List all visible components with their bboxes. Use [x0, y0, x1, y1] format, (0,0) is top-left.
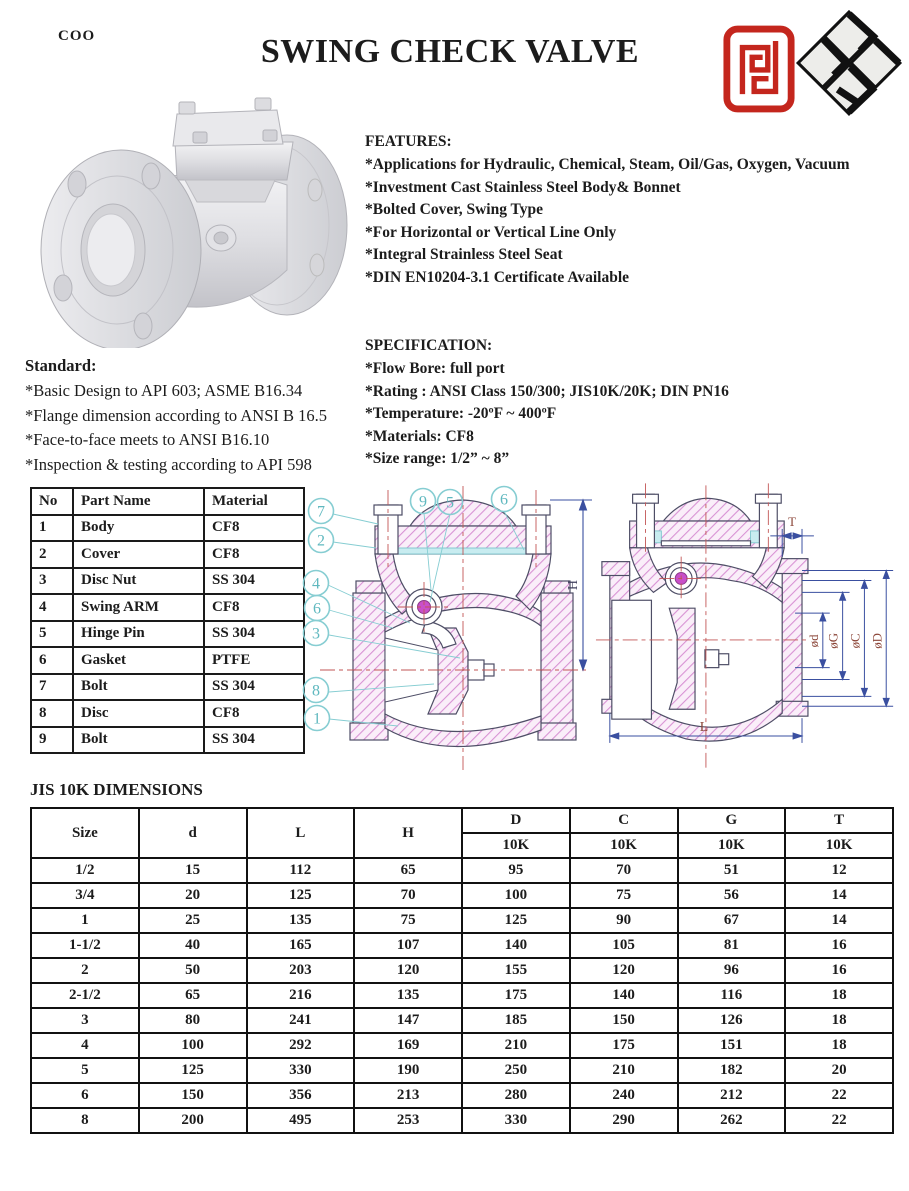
- page-code: COO: [58, 28, 96, 44]
- table-cell: 203: [247, 958, 355, 983]
- callout-7: 7: [317, 503, 325, 521]
- table-cell: 210: [570, 1058, 678, 1083]
- table-cell: Hinge Pin: [73, 621, 204, 648]
- table-cell: 22: [785, 1083, 893, 1108]
- dims-col-G: G: [678, 808, 786, 833]
- dims-sub-T: 10K: [785, 833, 893, 858]
- table-cell: 175: [462, 983, 570, 1008]
- table-cell: 150: [139, 1083, 247, 1108]
- sectional-drawing-side: [592, 478, 909, 778]
- table-cell: 4: [31, 594, 73, 621]
- table-cell: 3: [31, 568, 73, 595]
- table-cell: 1/2: [31, 858, 139, 883]
- table-cell: 151: [678, 1033, 786, 1058]
- table-cell: 175: [570, 1033, 678, 1058]
- bullet-item: *Face-to-face meets to ANSI B16.10: [25, 430, 270, 449]
- table-cell: 14: [785, 883, 893, 908]
- bullet-item: *DIN EN10204-3.1 Certificate Available: [365, 268, 630, 286]
- table-cell: 330: [462, 1108, 570, 1133]
- table-cell: 65: [354, 858, 462, 883]
- table-row: [31, 515, 304, 542]
- parts-col-no: No: [31, 488, 73, 515]
- dimensions-table: [30, 807, 894, 1134]
- table-cell: Swing ARM: [73, 594, 204, 621]
- table-cell: 125: [139, 1058, 247, 1083]
- table-cell: 2-1/2: [31, 983, 139, 1008]
- table-cell: 6: [31, 647, 73, 674]
- standard-heading: Standard:: [25, 356, 97, 375]
- table-row: [31, 983, 893, 1008]
- table-cell: 190: [354, 1058, 462, 1083]
- dims-col-D: D: [462, 808, 570, 833]
- table-cell: 50: [139, 958, 247, 983]
- valve-photo: [25, 80, 357, 348]
- table-cell: 81: [678, 933, 786, 958]
- dims-sub-C: 10K: [570, 833, 678, 858]
- dims-col-size: Size: [31, 808, 139, 858]
- table-cell: 262: [678, 1108, 786, 1133]
- table-row: [31, 621, 304, 648]
- table-cell: 18: [785, 983, 893, 1008]
- drawing2-bore: [612, 600, 652, 719]
- table-cell: 56: [678, 883, 786, 908]
- table-cell: 18: [785, 1008, 893, 1033]
- callout-8: 8: [312, 682, 320, 700]
- table-cell: 126: [678, 1008, 786, 1033]
- table-cell: 240: [570, 1083, 678, 1108]
- table-cell: 250: [462, 1058, 570, 1083]
- table-row: [31, 1033, 893, 1058]
- bullet-item: *Size range: 1/2” ~ 8”: [365, 450, 510, 467]
- table-cell: 3/4: [31, 883, 139, 908]
- table-cell: 169: [354, 1033, 462, 1058]
- table-cell: 213: [354, 1083, 462, 1108]
- table-cell: 292: [247, 1033, 355, 1058]
- table-cell: 2: [31, 958, 139, 983]
- table-cell: 140: [462, 933, 570, 958]
- brand-logo-red: [722, 24, 796, 114]
- table-cell: SS 304: [204, 674, 304, 701]
- table-cell: 100: [462, 883, 570, 908]
- table-cell: 116: [678, 983, 786, 1008]
- table-row: [31, 594, 304, 621]
- table-cell: 5: [31, 1058, 139, 1083]
- table-row: [31, 674, 304, 701]
- table-cell: 40: [139, 933, 247, 958]
- table-cell: 182: [678, 1058, 786, 1083]
- table-row: [31, 1083, 893, 1108]
- dimension-d-label: ød: [806, 634, 821, 648]
- table-cell: 125: [247, 883, 355, 908]
- table-cell: 1-1/2: [31, 933, 139, 958]
- page-title: SWING CHECK VALVE: [260, 33, 640, 70]
- dimension-G-label: øG: [826, 633, 841, 649]
- dims-col-d: d: [139, 808, 247, 858]
- table-cell: CF8: [204, 541, 304, 568]
- callout-9: 9: [419, 493, 427, 511]
- table-cell: 120: [570, 958, 678, 983]
- table-cell: 356: [247, 1083, 355, 1108]
- table-cell: Disc Nut: [73, 568, 204, 595]
- table-cell: 16: [785, 933, 893, 958]
- table-cell: 155: [462, 958, 570, 983]
- table-cell: 7: [31, 674, 73, 701]
- table-cell: CF8: [204, 515, 304, 542]
- table-cell: 90: [570, 908, 678, 933]
- table-cell: 96: [678, 958, 786, 983]
- table-cell: 165: [247, 933, 355, 958]
- dims-sub-D: 10K: [462, 833, 570, 858]
- table-cell: 75: [570, 883, 678, 908]
- features-section: [365, 133, 909, 289]
- parts-header-row: [31, 488, 304, 515]
- specification-list: [365, 358, 909, 471]
- bullet-item: *Basic Design to API 603; ASME B16.34: [25, 381, 303, 400]
- table-cell: SS 304: [204, 621, 304, 648]
- dimensions-title: JIS 10K DIMENSIONS: [30, 780, 203, 799]
- table-row: [31, 647, 304, 674]
- table-cell: 12: [785, 858, 893, 883]
- table-cell: 67: [678, 908, 786, 933]
- table-row: [31, 933, 893, 958]
- table-cell: 280: [462, 1083, 570, 1108]
- table-cell: PTFE: [204, 647, 304, 674]
- table-row: [31, 1108, 893, 1133]
- table-cell: 210: [462, 1033, 570, 1058]
- callout-3: 3: [312, 625, 320, 643]
- table-cell: 241: [247, 1008, 355, 1033]
- table-cell: 290: [570, 1108, 678, 1133]
- table-cell: 65: [139, 983, 247, 1008]
- table-cell: 3: [31, 1008, 139, 1033]
- table-cell: Bolt: [73, 674, 204, 701]
- table-row: [31, 568, 304, 595]
- standard-section: [25, 356, 360, 477]
- table-cell: 75: [354, 908, 462, 933]
- table-cell: 70: [354, 883, 462, 908]
- table-row: [31, 700, 304, 727]
- table-row: [31, 908, 893, 933]
- table-cell: 140: [570, 983, 678, 1008]
- dimension-D-label: øD: [870, 633, 885, 649]
- bullet-item: *For Horizontal or Vertical Line Only: [365, 223, 617, 241]
- table-cell: 16: [785, 958, 893, 983]
- table-cell: 80: [139, 1008, 247, 1033]
- table-cell: 4: [31, 1033, 139, 1058]
- specification-section: [365, 337, 909, 471]
- parts-table: [30, 487, 305, 754]
- bullet-item: *Investment Cast Stainless Steel Body& Bonnet: [365, 178, 681, 196]
- bullet-item: *Flow Bore: full port: [365, 360, 505, 377]
- table-cell: 20: [139, 883, 247, 908]
- table-cell: 112: [247, 858, 355, 883]
- table-cell: CF8: [204, 594, 304, 621]
- table-cell: 51: [678, 858, 786, 883]
- table-cell: 330: [247, 1058, 355, 1083]
- table-cell: Body: [73, 515, 204, 542]
- parts-col-material: Material: [204, 488, 304, 515]
- table-cell: 107: [354, 933, 462, 958]
- bullet-item: *Materials: CF8: [365, 427, 474, 445]
- table-cell: 125: [462, 908, 570, 933]
- bullet-item: *Flange dimension according to ANSI B 16.5: [25, 405, 328, 425]
- table-cell: 216: [247, 983, 355, 1008]
- dims-header-row-1: [31, 808, 893, 833]
- specification-heading: SPECIFICATION:: [365, 337, 493, 354]
- table-cell: 95: [462, 858, 570, 883]
- table-cell: 1: [31, 515, 73, 542]
- table-cell: 9: [31, 727, 73, 754]
- table-cell: 135: [247, 908, 355, 933]
- callout-1: 1: [313, 710, 321, 728]
- table-cell: 22: [785, 1108, 893, 1133]
- drawing2-disc: [669, 608, 695, 709]
- standard-list: [25, 379, 360, 477]
- drawing-right-flange: [541, 593, 573, 733]
- bullet-item: *Applications for Hydraulic, Chemical, Steam, Oil/Gas, Oxygen, Vacuum: [365, 156, 850, 173]
- table-row: [31, 1058, 893, 1083]
- table-cell: 25: [139, 908, 247, 933]
- table-cell: 212: [678, 1083, 786, 1108]
- dimension-L-label: L: [699, 719, 709, 735]
- callout-6b: 6: [313, 600, 321, 618]
- dimension-H-label: H: [566, 579, 581, 591]
- dims-sub-G: 10K: [678, 833, 786, 858]
- table-cell: 100: [139, 1033, 247, 1058]
- table-cell: 105: [570, 933, 678, 958]
- table-cell: Disc: [73, 700, 204, 727]
- table-cell: 70: [570, 858, 678, 883]
- sectional-drawing-front: [298, 478, 598, 778]
- parts-col-name: Part Name: [73, 488, 204, 515]
- table-cell: 20: [785, 1058, 893, 1083]
- dimension-T-label: T: [788, 514, 797, 529]
- table-cell: 185: [462, 1008, 570, 1033]
- callout-2: 2: [317, 532, 325, 550]
- table-cell: SS 304: [204, 568, 304, 595]
- table-cell: 14: [785, 908, 893, 933]
- table-cell: 135: [354, 983, 462, 1008]
- callout-4: 4: [312, 575, 320, 593]
- table-cell: 150: [570, 1008, 678, 1033]
- table-cell: 2: [31, 541, 73, 568]
- dims-col-T: T: [785, 808, 893, 833]
- features-list: [365, 154, 909, 289]
- bullet-item: *Inspection & testing according to API 598: [25, 454, 312, 474]
- bullet-item: *Bolted Cover, Swing Type: [365, 201, 543, 218]
- table-cell: Gasket: [73, 647, 204, 674]
- table-cell: 120: [354, 958, 462, 983]
- table-cell: 147: [354, 1008, 462, 1033]
- table-cell: 1: [31, 908, 139, 933]
- callout-6: 6: [500, 491, 508, 509]
- dims-col-H: H: [354, 808, 462, 858]
- bullet-item: *Integral Strainless Steel Seat: [365, 246, 563, 263]
- table-cell: SS 304: [204, 727, 304, 754]
- bullet-item: *Temperature: -20ºF ~ 400ºF: [365, 405, 557, 422]
- callout-5: 5: [446, 494, 454, 512]
- table-cell: Bolt: [73, 727, 204, 754]
- table-row: [31, 541, 304, 568]
- table-row: [31, 883, 893, 908]
- table-cell: 253: [354, 1108, 462, 1133]
- dims-col-L: L: [247, 808, 355, 858]
- dimension-C-label: øC: [848, 633, 863, 649]
- table-cell: 18: [785, 1033, 893, 1058]
- dims-col-C: C: [570, 808, 678, 833]
- bullet-item: *Rating : ANSI Class 150/300; JIS10K/20K; DIN PN16: [365, 382, 729, 400]
- table-cell: Cover: [73, 541, 204, 568]
- table-cell: 200: [139, 1108, 247, 1133]
- table-cell: 5: [31, 621, 73, 648]
- table-row: [31, 1008, 893, 1033]
- table-cell: 8: [31, 700, 73, 727]
- table-row: [31, 858, 893, 883]
- table-cell: 8: [31, 1108, 139, 1133]
- drawing2-right-flange: [782, 566, 802, 710]
- features-heading: FEATURES:: [365, 133, 452, 150]
- brand-logo-diamond: [793, 8, 905, 124]
- table-cell: 495: [247, 1108, 355, 1133]
- table-cell: CF8: [204, 700, 304, 727]
- table-row: [31, 958, 893, 983]
- table-cell: 6: [31, 1083, 139, 1108]
- drawing-left-flange: [353, 593, 385, 733]
- table-cell: 15: [139, 858, 247, 883]
- table-row: [31, 727, 304, 754]
